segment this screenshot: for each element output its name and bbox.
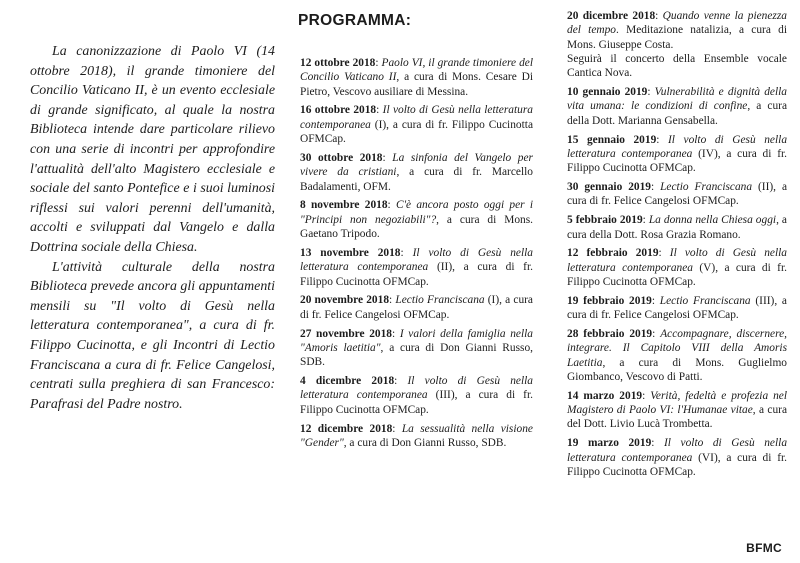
intro-paragraph-1: La canonizzazione di Paolo VI (14 ottobre 2018), il grande timoniere del Concilio Vaticano II, è un evento ecclesiale di grande significato, al quale la nostra Biblioteca intende dare particolare rilievo con una serie di incontri per approfondire l'attualità dell'alto Magistero ecclesiale e sociale del santo Pontefice e i suoi luminosi riflessi sui valori perenni dell'umanità, accolti e sviluppati dal Vangelo e dalla Dottrina sociale della Chiesa. bbox=[30, 44, 275, 255]
program-entry: 30 ottobre 2018: La sinfonia del Vangelo per vivere da cristiani, a cura di fr. Marcello Badalamenti, OFM. bbox=[300, 151, 533, 193]
program-entry: 19 marzo 2019: Il volto di Gesù nella letteratura contemporanea (VI), a cura di fr. Filippo Cucinotta OFMCap. bbox=[567, 437, 788, 478]
entry-date: 16 ottobre 2018 bbox=[300, 104, 377, 117]
program-entry: 19 febbraio 2019: Lectio Franciscana (III), a cura di fr. Felice Cangelosi OFMCap. bbox=[567, 294, 787, 322]
entry-details: (I), a cura di fr. Filippo Cucinotta OFMCap. bbox=[300, 118, 533, 146]
entry-details: , a cura di Don Gianni Russo, SDB. bbox=[343, 436, 507, 449]
entry-date: 12 ottobre 2018 bbox=[300, 57, 376, 69]
entry-date: 12 dicembre 2018 bbox=[300, 422, 393, 435]
entry-details: , a cura di Mons. Guglielmo Giombanco, Vescovo di Patti. bbox=[567, 356, 787, 383]
entry-date: 5 febbraio 2019 bbox=[567, 214, 643, 227]
entry-date: 27 novembre 2018 bbox=[300, 327, 392, 340]
entry-details: (IV), a cura di fr. Filippo Cucinotta OFMCap. bbox=[567, 147, 787, 175]
entry-title: I valori della famiglia nella "Amoris laetitia" bbox=[300, 327, 533, 354]
program-entry: 8 novembre 2018: C'è ancora posto oggi per i "Principi non negoziabili"?, a cura di Mons. Gaetano Tripodo. bbox=[300, 199, 534, 241]
entry-details: . Meditazione natalizia, a cura di Mons. Giuseppe Costa. bbox=[567, 24, 787, 51]
entry-title: Lectio Franciscana bbox=[660, 181, 753, 194]
entry-date: 4 dicembre 2018 bbox=[300, 375, 395, 388]
entry-title: La sinfonia del Vangelo per vivere da cristiani bbox=[300, 151, 533, 179]
entry-details: , a cura di Mons. Cesare Di Pietro, Vescovo ausiliare di Messina. bbox=[300, 71, 533, 98]
entry-details: , a cura di Don Gianni Russo, SDB. bbox=[300, 341, 533, 369]
entry-details: (III), a cura di fr. Felice Cangelosi OFMCap. bbox=[567, 294, 787, 322]
program-column-right bbox=[567, 9, 787, 484]
intro-text bbox=[30, 42, 275, 414]
program-entry: 13 novembre 2018: Il volto di Gesù nella letteratura contemporanea (II), a cura di fr. Filippo Cucinotta OFMCap. bbox=[300, 246, 533, 288]
entry-details: (I), a cura di fr. Felice Cangelosi OFMCap. bbox=[300, 294, 533, 321]
entry-extra-note: Seguirà il concerto della Ensemble vocale Cantica Nova. bbox=[567, 52, 787, 80]
entry-title: Verità, fedeltà e profezia nel Magistero di Paolo VI: l'Humanae vitae bbox=[567, 389, 788, 417]
entry-title: Paolo VI, il grande timoniere del Concilio Vaticano II bbox=[300, 57, 533, 84]
program-entry: 12 ottobre 2018: Paolo VI, il grande timoniere del Concilio Vaticano II, a cura di Mons. Cesare Di Pietro, Vescovo ausiliare di Messina. bbox=[300, 57, 533, 98]
entry-title: Il volto di Gesù nella letteratura contemporanea bbox=[567, 437, 788, 464]
programma-title: PROGRAMMA: bbox=[298, 12, 412, 29]
entry-date: 10 gennaio 2019 bbox=[567, 86, 648, 99]
program-entry: 4 dicembre 2018: Il volto di Gesù nella letteratura contemporanea (III), a cura di fr. Filippo Cucinotta OFMCap. bbox=[300, 375, 533, 416]
entry-details: , a cura di fr. Marcello Badalamenti, OFM. bbox=[300, 166, 533, 193]
program-entry: 28 febbraio 2019: Accompagnare, discernere, integrare. Il Capitolo VIII della Amoris Laetitia, a cura di Mons. Guglielmo Giombanco, Vescovo di Patti. bbox=[567, 328, 787, 383]
entry-date: 19 febbraio 2019 bbox=[567, 294, 652, 307]
entry-title: Accompagnare, discernere, integrare. Il Capitolo VIII della Amoris Laetitia bbox=[567, 328, 787, 369]
entry-title: Vulnerabilità e dignità della vita umana: le condizioni di confine bbox=[567, 86, 787, 113]
entry-date: 30 gennaio 2019 bbox=[567, 181, 651, 194]
entry-date: 20 novembre 2018 bbox=[300, 294, 390, 307]
entry-title: Il volto di Gesù nella letteratura contemporanea bbox=[300, 104, 533, 131]
entry-date: 14 marzo 2019 bbox=[567, 389, 643, 402]
entry-date: 12 febbraio 2019 bbox=[567, 247, 659, 260]
entry-title: Il volto di Gesù nella letteratura contemporanea bbox=[567, 133, 788, 160]
program-entry: 15 gennaio 2019: Il volto di Gesù nella letteratura contemporanea (IV), a cura di fr. Filippo Cucinotta OFMCap. bbox=[567, 133, 788, 175]
entry-title: Il volto di Gesù nella letteratura contemporanea bbox=[300, 246, 533, 274]
entry-details: , a cura del Dott. Livio Lucà Trombetta. bbox=[567, 404, 787, 431]
program-entry: 30 gennaio 2019: Lectio Franciscana (II), a cura di fr. Felice Cangelosi OFMCap. bbox=[567, 181, 788, 208]
entry-details: (III), a cura di fr. Filippo Cucinotta OFMCap. bbox=[300, 389, 533, 416]
entry-details: (V), a cura di fr. Filippo Cucinotta OFMCap. bbox=[567, 261, 787, 289]
entry-title: C'è ancora posto oggi per i "Principi non negoziabili"? bbox=[300, 199, 534, 226]
entry-title: Il volto di Gesù nella letteratura contemporanea bbox=[567, 247, 788, 274]
program-entry: 12 febbraio 2019: Il volto di Gesù nella letteratura contemporanea (V), a cura di fr. Filippo Cucinotta OFMCap. bbox=[567, 247, 788, 289]
program-entry: 10 gennaio 2019: Vulnerabilità e dignità della vita umana: le condizioni di confine, a cura della Dott. Marianna Gensabella. bbox=[567, 86, 788, 127]
entry-date: 28 febbraio 2019 bbox=[567, 328, 653, 341]
program-column-middle bbox=[300, 56, 533, 455]
program-entry: 5 febbraio 2019: La donna nella Chiesa oggi, a cura della Dott. Rosa Grazia Romano. bbox=[567, 214, 787, 241]
entry-title: Lectio Franciscana bbox=[395, 294, 485, 307]
program-entry: 27 novembre 2018: I valori della famiglia nella "Amoris laetitia", a cura di Don Gianni Russo, SDB. bbox=[300, 327, 533, 369]
entry-date: 8 novembre 2018 bbox=[300, 199, 388, 212]
program-entry: 12 dicembre 2018: La sessualità nella visione "Gender", a cura di Don Gianni Russo, SDB. bbox=[300, 422, 533, 449]
entry-date: 20 dicembre 2018 bbox=[567, 10, 656, 22]
entry-details: , a cura di Mons. Gaetano Tripodo. bbox=[300, 213, 534, 241]
intro-paragraph-2: L'attività culturale della nostra Biblioteca prevede ancora gli appuntamenti mensili su "Il volto di Gesù nella letteratura contemporanea", a cura di fr. Filippo Cucinotta, e gli Incontri di Lectio Franciscana a cura di fr. Felice Cangelosi, centrati sulla preghiera di san Francesco: Parafrasi del Padre nostro. bbox=[30, 259, 275, 412]
program-entry: 14 marzo 2019: Verità, fedeltà e profezia nel Magistero di Paolo VI: l'Humanae vitae, a cura del Dott. Livio Lucà Trombetta. bbox=[567, 389, 788, 431]
entry-details: (II), a cura di fr. Filippo Cucinotta OFMCap. bbox=[300, 261, 533, 288]
entry-details: , a cura della Dott. Rosa Grazia Romano. bbox=[567, 214, 787, 241]
footer-mark: BFMC bbox=[746, 541, 782, 555]
program-entry: 20 dicembre 2018: Quando venne la pienezza del tempo. Meditazione natalizia, a cura di Mons. Giuseppe Costa. Seguirà il concerto della Ensemble vocale Cantica Nova. bbox=[567, 10, 787, 80]
entry-title: Il volto di Gesù nella letteratura contemporanea bbox=[300, 375, 533, 402]
entry-title: Lectio Franciscana bbox=[659, 294, 751, 307]
entry-title: La donna nella Chiesa oggi bbox=[648, 214, 777, 227]
entry-title: La sessualità nella visione "Gender" bbox=[300, 422, 533, 449]
entry-title: Quando venne la pienezza del tempo bbox=[567, 10, 787, 37]
entry-date: 30 ottobre 2018 bbox=[300, 151, 383, 164]
entry-date: 15 gennaio 2019 bbox=[567, 133, 657, 146]
entry-details: (II), a cura di fr. Felice Cangelosi OFMCap. bbox=[567, 181, 788, 208]
program-entry: 20 novembre 2018: Lectio Franciscana (I), a cura di fr. Felice Cangelosi OFMCap. bbox=[300, 294, 533, 321]
entry-details: (VI), a cura di fr. Filippo Cucinotta OFMCap. bbox=[567, 451, 787, 478]
program-entry: 16 ottobre 2018: Il volto di Gesù nella letteratura contemporanea (I), a cura di fr. Filippo Cucinotta OFMCap. bbox=[300, 104, 533, 146]
entry-date: 13 novembre 2018 bbox=[300, 246, 401, 259]
entry-date: 19 marzo 2019 bbox=[567, 437, 652, 450]
entry-details: , a cura della Dott. Marianna Gensabella. bbox=[567, 100, 788, 127]
